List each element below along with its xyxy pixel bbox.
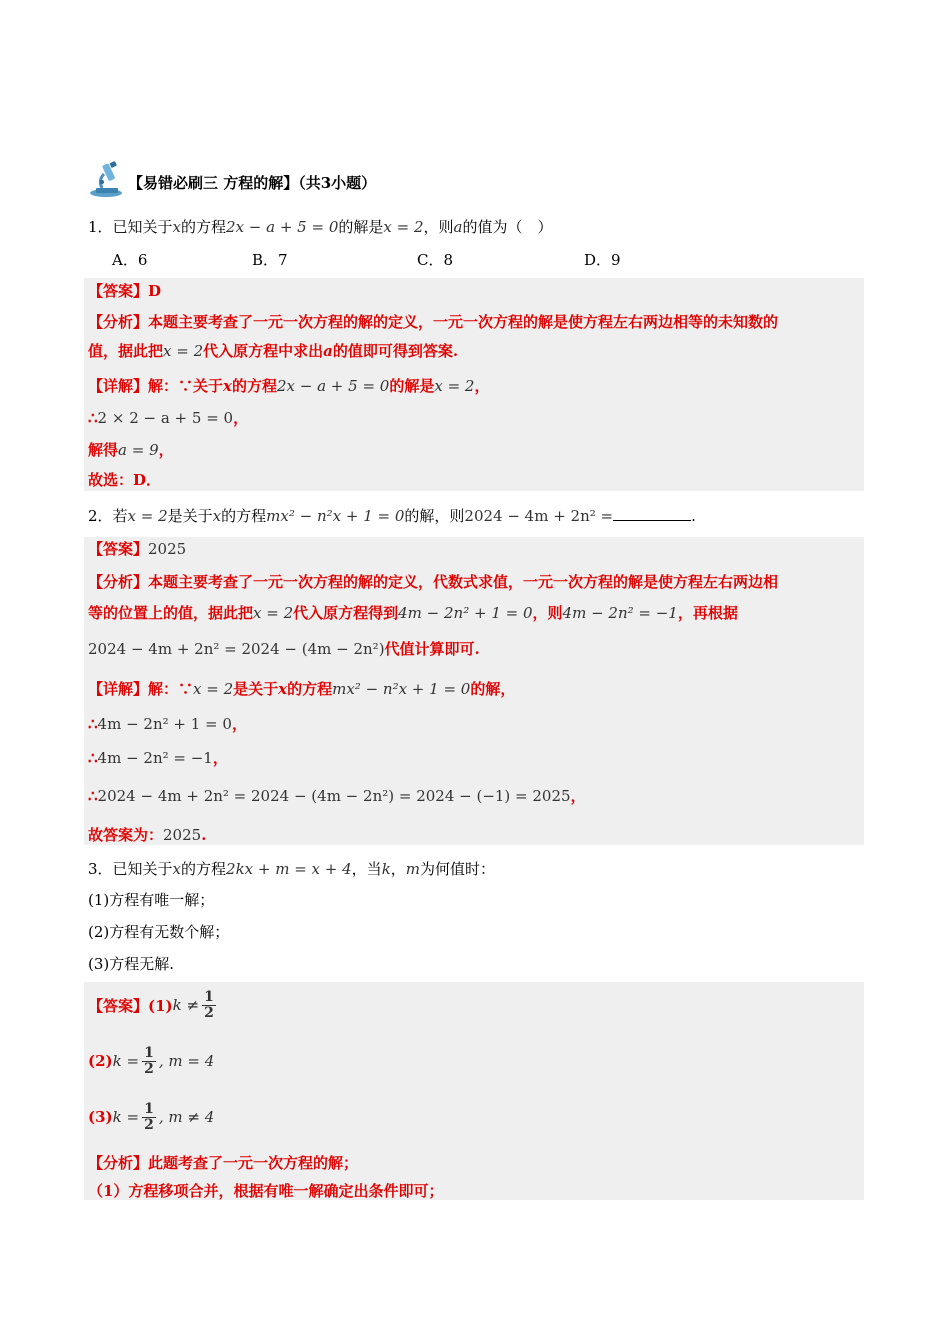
q1-option-b[interactable]: B．7	[252, 251, 288, 269]
q2-stem: 2．若x = 2是关于x的方程mx² − n²x + 1 = 0的解，则2024 − 4m + 2n² = .	[88, 507, 696, 525]
q2-detail: 【详解】解：∵x = 2是关于x的方程mx² − n²x + 1 = 0的解，	[88, 680, 516, 698]
q1-options	[112, 247, 712, 273]
section-header	[88, 160, 688, 200]
q3-analysis-line2: （1）方程移项合并，根据有唯一解确定出条件即可；	[88, 1182, 444, 1200]
q3-fraction: $\frac{1}{2}$	[144, 1044, 154, 1077]
microscope-icon	[88, 160, 124, 198]
q1-step1: ∴2 × 2 − a + 5 = 0，	[88, 409, 249, 427]
q1-option-d[interactable]: D．9	[584, 251, 621, 269]
q2-analysis-line3: 2024 − 4m + 2n² = 2024 − (4m − 2n²)代值计算即可.	[88, 640, 480, 658]
q1-analysis-line2: 值，据此把x = 2代入原方程中求出a的值即可得到答案.	[88, 342, 459, 360]
q1-option-a[interactable]: A．6	[112, 251, 148, 269]
q2-step2: ∴4m − 2n² = −1，	[88, 749, 228, 767]
q3-stem: 3．已知关于x的方程2kx + m = x + 4，当k，m为何值时：	[88, 860, 496, 878]
q1-option-c[interactable]: C．8	[417, 251, 454, 269]
q3-answer2: (2) k = $\frac{1}{2}$ , m = 4	[88, 1044, 215, 1077]
q1-stem: 1．已知关于x的方程2x − a + 5 = 0的解是x = 2，则a的值为（ ）	[88, 218, 553, 236]
q2-answer: 【答案】2025	[88, 540, 187, 558]
q3-analysis-line1: 【分析】此题考查了一元一次方程的解；	[88, 1154, 359, 1172]
q3-sub2: (2)方程有无数个解；	[88, 923, 230, 941]
q3-sub3: (3)方程无解.	[88, 955, 175, 973]
q1-analysis-line1: 【分析】本题主要考查了一元一次方程的解的定义，一元一次方程的解是使方程左右两边相等的未知数的	[88, 313, 779, 331]
section-title: 【易错必刷三 方程的解】（共3小题）	[128, 174, 377, 192]
q2-answer-blank[interactable]	[613, 506, 691, 521]
q3-sub1: (1)方程有唯一解；	[88, 891, 215, 909]
q1-answer: 【答案】D	[88, 282, 162, 300]
q1-final: 故选：D．	[88, 471, 162, 489]
q2-step1: ∴4m − 2n² + 1 = 0，	[88, 715, 247, 733]
q3-answer1: 【答案】(1) k ≠ $\frac{1}{2}$	[88, 988, 214, 1021]
q3-fraction: $\frac{1}{2}$	[144, 1100, 154, 1133]
q3-fraction: $\frac{1}{2}$	[204, 988, 214, 1021]
q2-analysis-line1: 【分析】本题主要考查了一元一次方程的解的定义，代数式求值，一元一次方程的解是使方程左右两边相	[88, 573, 779, 591]
q2-step3: ∴2024 − 4m + 2n² = 2024 − (4m − 2n²) = 2024 − (−1) = 2025，	[88, 787, 586, 805]
q2-final: 故答案为：2025.	[88, 826, 207, 844]
q3-answer3: (3) k = $\frac{1}{2}$ , m ≠ 4	[88, 1100, 215, 1133]
q1-step2: 解得a = 9，	[88, 441, 174, 459]
q1-detail: 【详解】解：∵关于x的方程2x − a + 5 = 0的解是x = 2，	[88, 377, 490, 395]
q2-analysis-line2: 等的位置上的值，据此把x = 2代入原方程得到4m − 2n² + 1 = 0，则4m − 2n² = −1，再根据	[88, 604, 738, 622]
